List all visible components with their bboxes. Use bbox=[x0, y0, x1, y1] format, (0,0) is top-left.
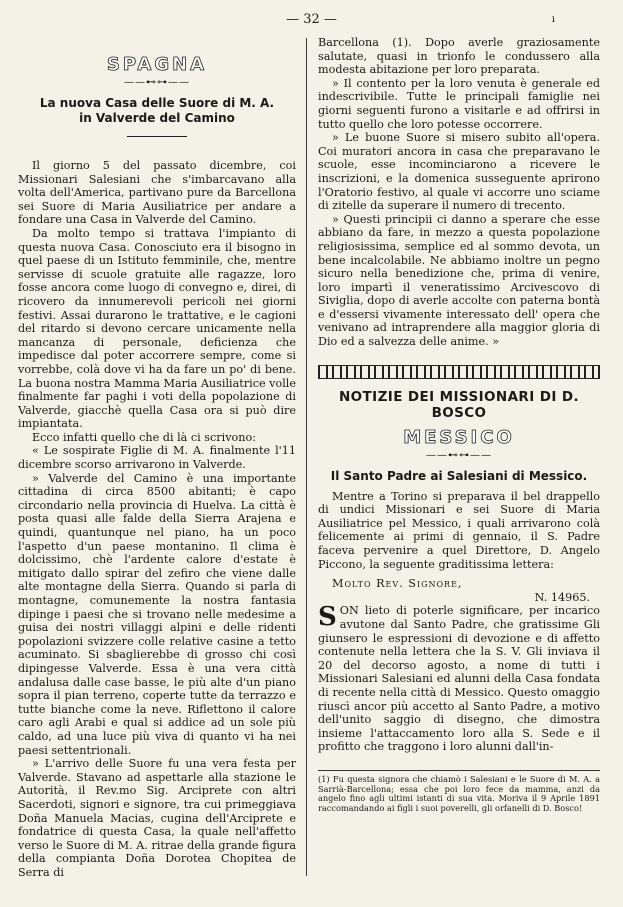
paragraph: Da molto tempo si trattava l'impianto di questa nuova Casa. Conosciuto era il bisogno in quel paese di un Istituto femminile, che, mentre servisse di scuole gratuite alle ragazze, loro fosse ancora come luogo di convegno e, direi, di ricovero da innumerevoli pericoli nei giorni festivi. Assai durarono le trattative, e le cagioni del ritardo si devono cercare unicamente nella mancanza di personale, deficienza che impedisce dal poter accorrere sempre, come si vorrebbe, colà dove vi ha da fare un po' di bene. La buona nostra Mamma Maria Ausiliatrice volle finalmente far paghi i voti della popolazione di Valverde, giacchè quella Casa ora si può dire impiantata. bbox=[18, 226, 296, 431]
paragraph: » L'arrivo delle Suore fu una vera festa per Valverde. Stavano ad aspettarle alla stazione le Autorità, il Rev.mo Sig. Arciprete con altri Sacerdoti, signori e signore, tra cui primeggiava Doña Manuela Macias, cugina dell'Arciprete e fondatrice di questa Casa, la quale nell'affetto verso le Suore di M. A. ritrae della grande figura della compianta Doña Dorotea Chopitea de Serra di bbox=[18, 757, 296, 879]
paragraph: « Le sospirate Figlie di M. A. finalmente l'11 dicembre scorso arrivarono in Valverde. bbox=[18, 444, 296, 472]
section-heading-notizie: NOTIZIE DEI MISSIONARI DI D. BOSCO bbox=[338, 388, 579, 421]
title-ornament: ——⊷⊶—— bbox=[426, 449, 492, 461]
paragraph: Ecco infatti quello che di là ci scrivono: bbox=[32, 430, 256, 444]
paragraph: » Valverde del Camino è una importante cittadina di circa 8500 abitanti; è capo circondario nella provincia di Huelva. La città è posta quasi alle falde della Sierra Arajena e quindi, quantunque nel piano, ha un poco l'aspetto d'un paese montanino. Il clima è dolcissimo, chè l'ardente calore d'estate è mitigato dallo spirar del zefiro che viene dalle alte montagne della Sierra. Quando si parla di montagne, comunemente la nostra fantasia dipinge i paesi che si trovano nelle medesime a guisa dei nostri villaggi alpini e delle ridenti popolazioni svizzere colle relative casine a tetto acuminato. Si sbaglierebbe di grosso chi così dipingesse Valverde. Essa è una vera città andalusa dalle case basse, le più alte d'un piano sopra il pian terreno, coperte tutte da terrazzo e tutte bianche come la neve. Riflettono il calore caro agli Arabi e qual si addice ad un sole più caldo, ad una luce più viva di quanto vi ha nei paesi settentrionali. bbox=[18, 471, 296, 757]
page-mark: ı bbox=[551, 14, 555, 25]
letter-body bbox=[318, 604, 600, 754]
article-subtitle: Il Santo Padre ai Salesiani di Messico. bbox=[330, 468, 588, 483]
section-title-messico: MESSICO bbox=[403, 426, 515, 448]
subtitle-line-2: in Valverde del Camino bbox=[79, 111, 235, 125]
paragraph: Il giorno 5 del passato dicembre, coi Missionari Salesiani che s'imbarcavano alla volta dell'America, partivano pure da Barcellona sei Suore di Maria Ausiliatrice per andare a fondare una Casa in Valverde del Camino. bbox=[18, 159, 296, 227]
page-number: — 32 — bbox=[286, 12, 337, 27]
footnote-text: (1) Fu questa signora che chiamò i Salesiani e le Suore di M. A. a Sarrià-Barcellona; essa che poi loro fece da mamma, anzi da angelo fino agli ultimi istanti di sua vita. Moriva il 9 Aprile 1891 raccomandando ai figli i suoi poverelli, gli orfanelli di D. Bosco! bbox=[318, 773, 600, 813]
paragraph: Mentre a Torino si preparava il bel drappello di undici Missionari e sei Suore di Maria Ausiliatrice pel Messico, i quali arrivarono colà felicemente ai primi di gennaio, il S. Padre faceva pervenire a quel Direttore, D. Angelo Piccono, la seguente graditissima lettera: bbox=[318, 489, 600, 571]
left-column bbox=[18, 36, 296, 879]
footnote bbox=[318, 770, 600, 813]
drop-cap: S bbox=[318, 602, 337, 633]
title-ornament: ——⊷⊶—— bbox=[124, 77, 190, 88]
paragraph: Barcellona (1). Dopo averle graziosamente salutate, quasi in trionfo le condussero alla modesta abitazione per loro preparata. bbox=[318, 36, 600, 77]
paragraph: » Le buone Suore si misero subito all'opera. Coi muratori ancora in casa che preparavano le scuole, esse incominciarono a ricevere le inscrizioni, e la domenica susseguente aprirono l'Oratorio festivo, al quale vi accorre uno sciame di zitelle da superare il numero di trecento. bbox=[318, 131, 600, 213]
section-title-spagna: SPAGNA bbox=[106, 54, 208, 75]
subtitle-line-1: La nuova Casa delle Suore di M. A. bbox=[39, 96, 275, 110]
right-column bbox=[318, 36, 600, 813]
letter-text: ON lieto di poterle significare, per incarico avutone dal Santo Padre, che gratissime Gli giunsero le espressioni di devozione e di affetto contenute nella lettera che la S. V. Gli inviava il 20 del decorso agosto, a nome di tutti i Missionari Salesiani ed alunni della Casa fondata di recente nella città di Messico. Questo omaggio riuscì ancor più accetto al Santo Padre, a motivo dell'unito saggio di disegno, che dimostra insieme l'attaccamento loro alla S. Sede e il profitto che traggono i loro alunni dall'in- bbox=[318, 604, 600, 754]
letter-reference: N. 14965. bbox=[534, 590, 590, 604]
paragraph: » Questi principii ci danno a sperare che esse abbiano da fare, in mezzo a questa popolazione religiosissima, semplice ed al sommo devota, un bene incalcolabile. Ne abbiamo inoltre un pegno sicuro nella benedizione che, prima di venire, loro impartì il veneratissimo Arcivescovo di Siviglia, dopo di averle accolte con paterna bontà e d'essersi vivamente interessato dell' opera che venivano ad intraprendere alla maggior gloria di Dio ed a salvezza delle anime. » bbox=[318, 212, 600, 349]
letter-salutation: Molto Rev. Signore, bbox=[332, 577, 463, 591]
paragraph: » Il contento per la loro venuta è generale ed indescrivibile. Tutte le principali famiglie nei giorni seguenti furono a visitarle e ad offrirsi in tutto quello che loro potesse occorrere. bbox=[318, 76, 600, 131]
decorative-border bbox=[318, 365, 600, 379]
column-divider bbox=[306, 38, 307, 876]
article-subtitle bbox=[18, 96, 296, 126]
short-rule bbox=[127, 136, 187, 137]
